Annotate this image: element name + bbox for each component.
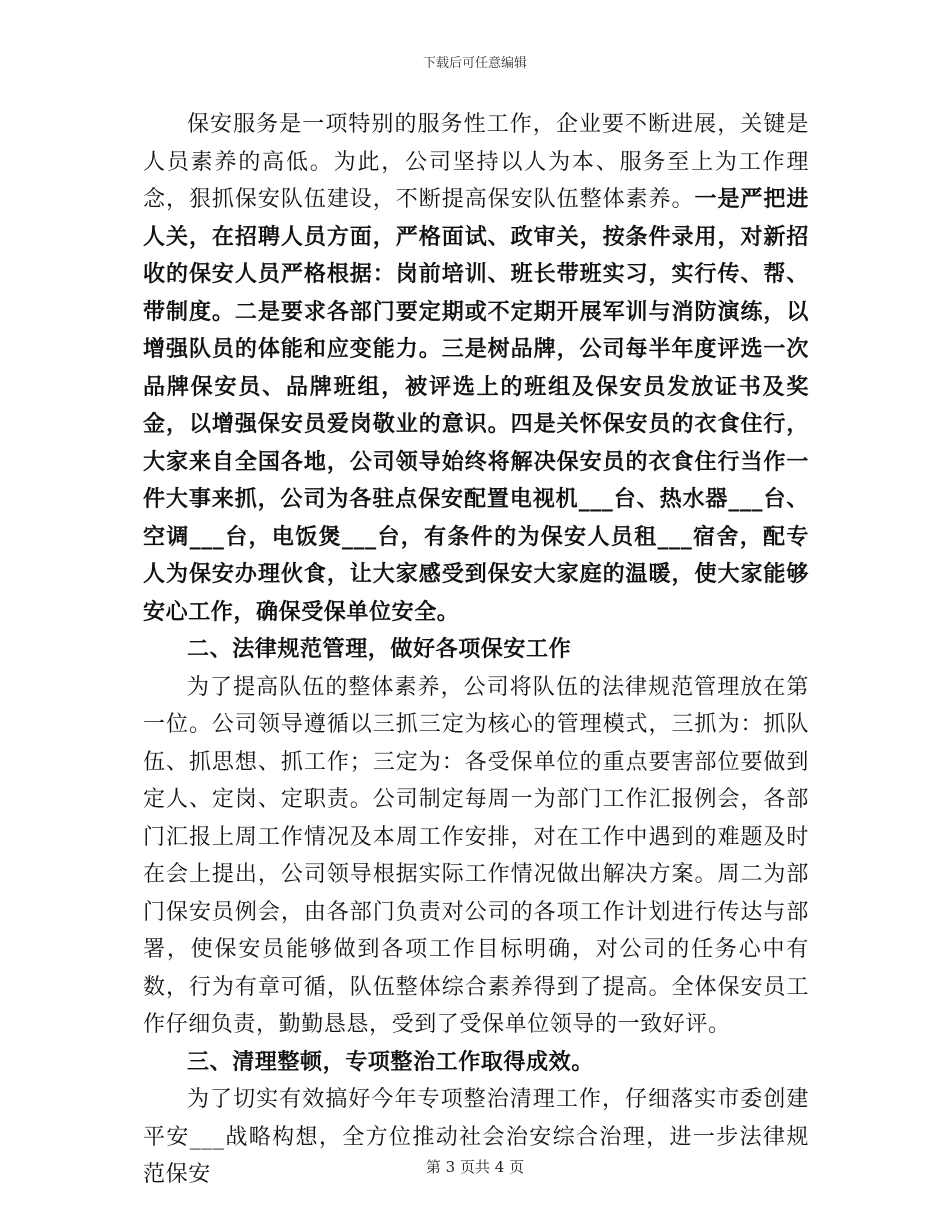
document-body [143,106,809,1194]
section-heading-2: 二、法律规范管理，做好各项保安工作 [187,636,572,662]
paragraph-intro-text: 保安服务是一项特别的服务性工作，企业要不断进展，关键是人员素养的高低。为此，公司坚持以人为本、服务至上为工作理念，狠抓保安队伍建设，不断提高保安队伍整体素养。 [143,112,809,212]
paragraph-special-rectification: 为了切实有效搞好今年专项整治清理工作，仔细落实市委创建平安___战略构想，全方位推动社会治安综合治理，进一步法律规范保安 [143,1087,809,1187]
section-heading-3: 三、清理整顿，专项整治工作取得成效。 [187,1048,594,1075]
paragraph-team-building [143,106,809,631]
paragraph-legal-management: 为了提高队伍的整体素养，公司将队伍的法律规范管理放在第一位。公司领导遵循以三抓三定为核心的管理模式，三抓为：抓队伍、抓思想、抓工作；三定为：各受保单位的重点要害部位要做到定人、定岗、定职责。公司制定每周一为部门工作汇报例会，各部门汇报上周工作情况及本周工作安排，对在工作中遇到的难题及时在会上提出，公司领导根据实际工作情况做出解决方案。周二为部门保安员例会，由各部门负责对公司的各项工作计划进行传达与部署，使保安员能够做到各项工作目标明确，对公司的任务心中有数，行为有章可循，队伍整体综合素养得到了提高。全体保安员工作仔细负责，勤勤恳恳，受到了受保单位领导的一致好评。 [143,674,809,1037]
page-header: 下载后可任意编辑 [422,56,527,71]
page-footer: 第 3 页共 4 页 [425,1158,525,1176]
paragraph-bold-measures: 一是严把进人关，在招聘人员方面，严格面试、政审关，按条件录用，对新招收的保安人员严格根据：岗前培训、班长带班实习，实行传、帮、带制度。二是要求各部门要定期或不定期开展军训与消防演练，以增强队员的体能和应变能力。三是树品牌，公司每半年度评选一次品牌保安员、品牌班组，被评选上的班组及保安员发放证书及奖金，以增强保安员爱岗敬业的意识。四是关怀保安员的衣食住行，大家来自全国各地，公司领导始终将解决保安员的衣食住行当作一件大事来抓，公司为各驻点保安配置电视机___台、热水器___台、空调___台，电饭煲___台，有条件的为保安人员租___宿舍，配专人为保安办理伙食，让大家感受到保安大家庭的温暖，使大家能够安心工作，确保受保单位安全。 [143,186,809,625]
